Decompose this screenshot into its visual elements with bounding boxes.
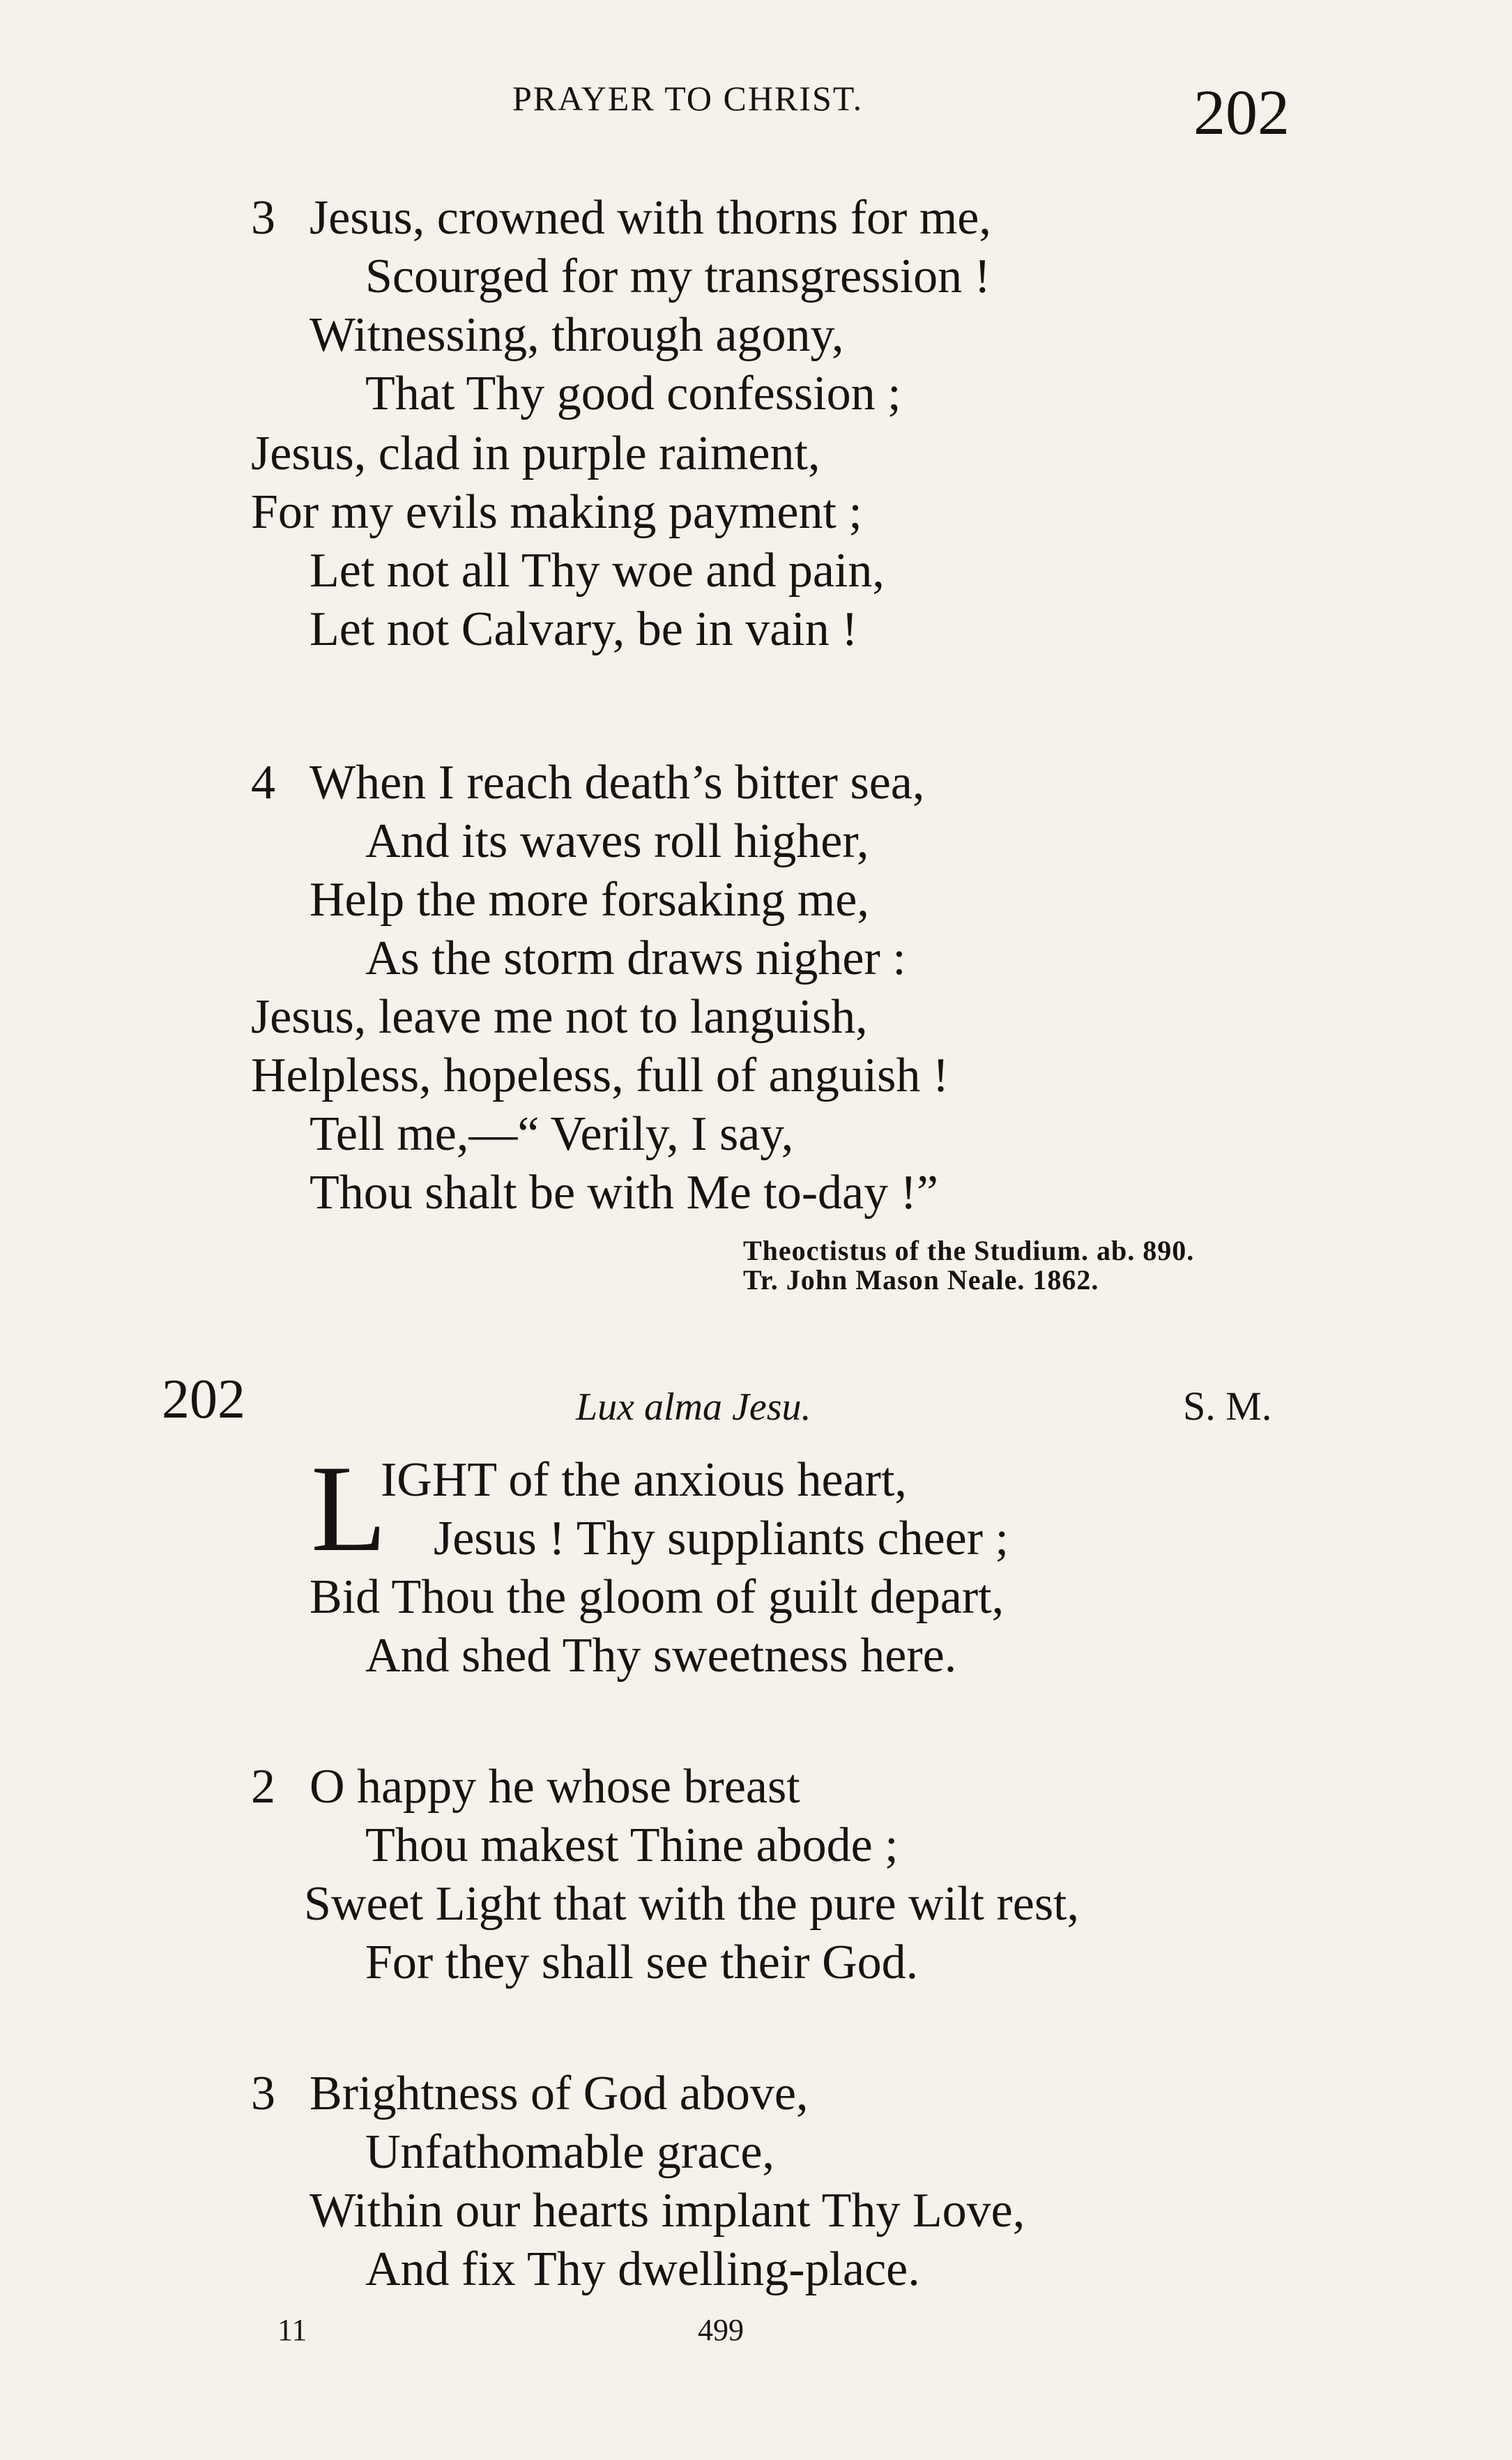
verse-line: Jesus ! Thy suppliants cheer ; bbox=[434, 1512, 1009, 1565]
verse-line: Scourged for my transgression ! bbox=[365, 250, 991, 303]
verse-line: Sweet Light that with the pure wilt rest, bbox=[304, 1877, 1080, 1931]
verse-line: Thou shalt be with Me to-day !” bbox=[310, 1166, 939, 1220]
verse-line: Tell me,—“ Verily, I say, bbox=[310, 1107, 794, 1161]
verse-number: 3 bbox=[251, 191, 275, 245]
verse-line: As the storm draws nigher : bbox=[365, 932, 906, 985]
verse-line: Helpless, hopeless, full of anguish ! bbox=[251, 1049, 949, 1102]
verse-line: That Thy good confession ; bbox=[365, 367, 901, 420]
hymn-title: Lux alma Jesu. bbox=[576, 1385, 811, 1429]
verse-line: And shed Thy sweetness here. bbox=[365, 1629, 957, 1683]
verse-number: 4 bbox=[251, 756, 275, 810]
verse-line: IGHT of the anxious heart, bbox=[381, 1453, 907, 1507]
verse-line: And its waves roll higher, bbox=[365, 814, 869, 868]
verse-line: Jesus, clad in purple raiment, bbox=[251, 427, 820, 480]
running-title: PRAYER TO CHRIST. bbox=[512, 79, 864, 118]
page-hymn-number: 202 bbox=[1193, 77, 1290, 148]
drop-cap: L bbox=[311, 1439, 387, 1577]
verse-line: Let not Calvary, be in vain ! bbox=[310, 602, 858, 656]
verse-line: Thou makest Thine abode ; bbox=[365, 1819, 899, 1872]
verse-line: Brightness of God above, bbox=[310, 2067, 809, 2120]
verse-line: Witnessing, through agony, bbox=[310, 308, 844, 362]
verse-line: Unfathomable grace, bbox=[365, 2125, 774, 2179]
verse-line: Jesus, leave me not to languish, bbox=[251, 990, 868, 1044]
verse-line: For my evils making payment ; bbox=[251, 485, 862, 539]
verse-line: Within our hearts implant Thy Love, bbox=[310, 2184, 1025, 2238]
verse-line: And fix Thy dwelling-place. bbox=[365, 2242, 920, 2296]
hymn-number: 202 bbox=[162, 1369, 245, 1430]
hymn-meter: S. M. bbox=[1183, 1383, 1272, 1429]
verse-line: O happy he whose breast bbox=[310, 1760, 800, 1814]
verse-line: Jesus, crowned with thorns for me, bbox=[310, 191, 991, 245]
verse-number: 3 bbox=[251, 2067, 275, 2120]
attribution-translator: Tr. John Mason Neale. 1862. bbox=[743, 1264, 1099, 1296]
verse-line: Help the more forsaking me, bbox=[310, 873, 869, 927]
attribution-author: Theoctistus of the Studium. ab. 890. bbox=[743, 1235, 1195, 1266]
verse-number: 2 bbox=[251, 1760, 275, 1814]
verse-line: Let not all Thy woe and pain, bbox=[310, 544, 885, 598]
verse-line: When I reach death’s bitter sea, bbox=[310, 756, 925, 810]
verse-line: Bid Thou the gloom of guilt depart, bbox=[310, 1570, 1005, 1624]
signature-mark: 11 bbox=[277, 2313, 307, 2347]
page-number: 499 bbox=[698, 2313, 744, 2347]
verse-line: For they shall see their God. bbox=[365, 1936, 919, 1989]
